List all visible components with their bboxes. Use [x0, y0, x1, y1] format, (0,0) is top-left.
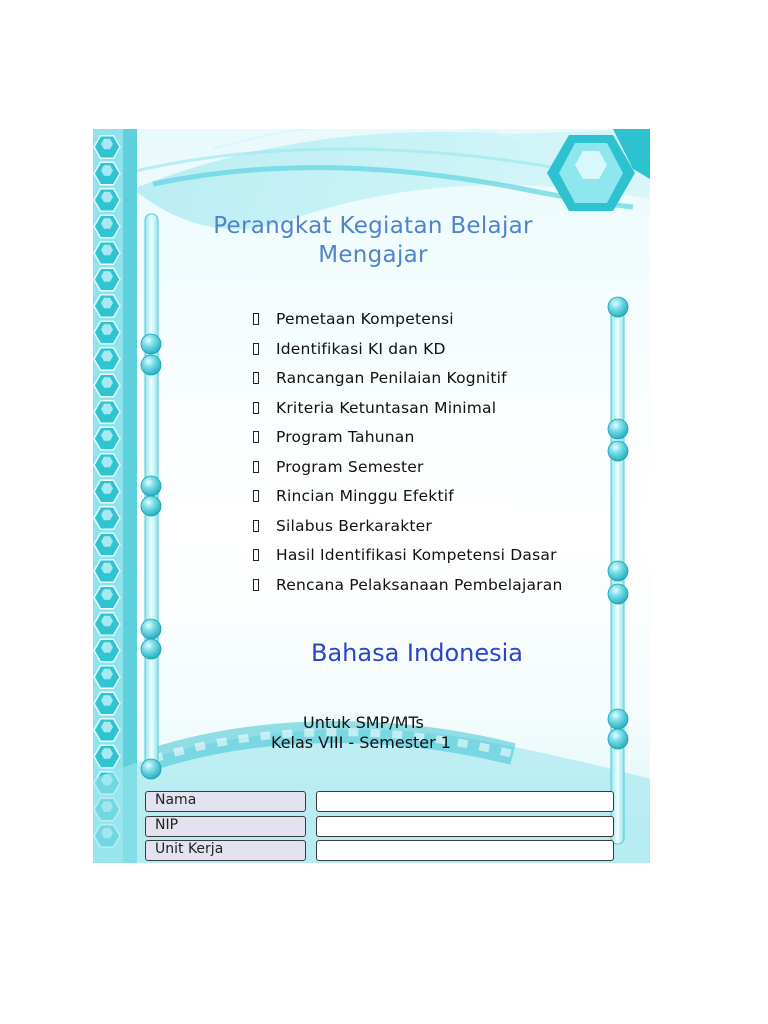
bead-ornament: [141, 355, 161, 375]
name-field[interactable]: [316, 791, 614, 812]
list-item-label: Rancangan Penilaian Kognitif: [276, 369, 507, 387]
bead-ornament: [608, 441, 628, 461]
list-item-label: Program Semester: [276, 457, 424, 476]
bullet-icon: [253, 579, 259, 591]
title-line-2: Mengajar: [318, 242, 428, 268]
bullet-icon: [253, 313, 259, 325]
list-item: [253, 399, 562, 429]
nip-field[interactable]: [316, 816, 614, 837]
bead-ornament: [608, 419, 628, 439]
list-item: [253, 310, 562, 340]
bullet-icon: [253, 520, 259, 532]
bead-ornament: [141, 619, 161, 639]
bullet-icon: [253, 372, 259, 384]
list-item-label: Program Tahunan: [276, 428, 415, 446]
list-item-label: Kriteria Ketuntasan Minimal: [276, 398, 497, 417]
bullet-icon: [253, 402, 259, 414]
bead-ornament: [141, 759, 161, 779]
bead-ornament: [141, 496, 161, 516]
bead-ornament: [141, 334, 161, 354]
bullet-icon: [253, 431, 259, 443]
bead-ornament: [608, 729, 628, 749]
list-item-label: Identifikasi KI dan KD: [276, 339, 446, 358]
left-border-rail: [141, 214, 161, 779]
list-item: [253, 517, 562, 547]
right-border-rail: [608, 297, 628, 844]
bead-ornament: [141, 476, 161, 496]
audience-line: Untuk SMP/MTs: [303, 713, 424, 732]
bead-ornament: [608, 709, 628, 729]
list-item: [253, 546, 562, 576]
left-border-hexagons: [93, 129, 137, 863]
unit-label: Unit Kerja: [145, 840, 306, 861]
bullet-icon: [253, 461, 259, 473]
list-item: [253, 487, 562, 517]
bullet-icon: [253, 549, 259, 561]
bullet-icon: [253, 343, 259, 355]
bead-ornament: [608, 584, 628, 604]
list-item: [253, 369, 562, 399]
bead-ornament: [608, 297, 628, 317]
subject-title: Bahasa Indonesia: [311, 639, 523, 667]
bullet-icon: [253, 490, 259, 502]
title-line-1: Perangkat Kegiatan Belajar: [213, 213, 533, 239]
list-item: [253, 428, 562, 458]
bead-ornament: [608, 561, 628, 581]
nip-label: NIP: [145, 816, 306, 837]
list-item-label: Hasil Identifikasi Kompetensi Dasar: [276, 546, 557, 564]
list-item-label: Rincian Minggu Efektif: [276, 487, 454, 505]
list-item-label: Pemetaan Kompetensi: [276, 310, 454, 328]
grade-semester-line: Kelas VIII - Semester 1: [271, 733, 451, 752]
name-label: Nama: [145, 791, 306, 812]
list-item-label: Silabus Berkarakter: [276, 516, 432, 535]
list-item: [253, 458, 562, 488]
document-list: [253, 310, 562, 605]
cover-page: [93, 129, 650, 863]
list-item: [253, 340, 562, 370]
list-item-label: Rencana Pelaksanaan Pembelajaran: [276, 575, 563, 594]
list-item: [253, 576, 562, 606]
unit-field[interactable]: [316, 840, 614, 861]
bead-ornament: [141, 639, 161, 659]
